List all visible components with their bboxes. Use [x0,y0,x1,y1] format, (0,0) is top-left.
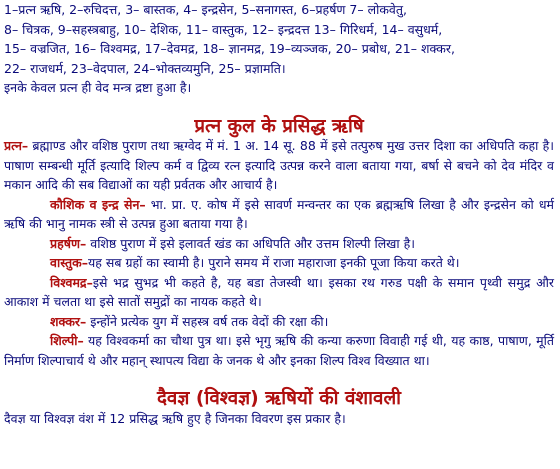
paragraph-pratna [4,136,554,195]
paragraph-vastuk [4,253,554,273]
label-vishwamadra: विश्वमद्र– [50,274,93,290]
label-shakkar: शक्कर– [50,313,87,329]
label-shilpi: शिल्पी– [50,333,84,348]
rishi-list [4,0,554,98]
paragraph-shilpi [4,331,554,370]
document-page [4,0,554,428]
rishi-list-line-4: 22– राजधर्म, 23–वेदपाल, 24–भोक्तव्यमुनि, 25– प्रज्ञामति। [4,60,286,76]
label-pratna: प्रत्न– [4,138,29,153]
text-shakkar: इन्होंने प्रत्येक युग में सहस्त्र वर्ष तक वेदों की रक्षा की। [86,313,329,329]
text-shilpi: यह विश्वकर्मा का चौथा पुत्र था। इसे भृगु ऋषि की कन्या करुणा विवाही गई थी, यह काष्ठ, पाषाण, मूर्ति निर्माण शिल्पाचार्य थे और महान् स्थापत्य विद्या के जनक थे और इनका शिल्प विश्व विख्यात था। [4,333,554,368]
section-heading-daivagya-vanshavali: दैवज्ञ (विश्वज्ञ) ऋषियों की वंशावली [156,388,402,409]
section-heading-pratna-kul: प्रत्न कुल के प्रसिद्ध ऋषि [194,115,364,137]
paragraph-daivagya: दैवज्ञ या विश्वज्ञ वंश में 12 प्रसिद्ध ऋषि हुए है जिनका विवरण इस प्रकार है। [4,410,346,426]
text-vastuk: यह सब ग्रहों का स्वामी है। पुराने समय में राजा महाराजा इनकी पूजा किया करते थे। [88,255,460,270]
mantra-drashta-note: इनके केवल प्रत्न ही वेद मन्त्र द्रष्टा हुआ है। [4,80,192,95]
paragraph-kaushik [4,195,554,234]
text-pratna: ब्रह्माण्ड और वशिष्ठ पुराण तथा ऋग्वेद में मं. 1 अ. 14 सू. 88 में इसे तत्पुरुष मुख उत्तर दिशा का अधिपति कहा है। पाषाण सम्बन्धी मूर्ति इत्यादि शिल्प कर्म व द्विव्य रत्न इत्यादि उत्पन्न करने वाला बताया गया, बर्षा से बचने को देव मंदिर व मकान आदि की सब विद्याओं का यही प्रर्वतक और आचार्य है। [4,138,554,192]
paragraph-vishwamadra [4,273,554,312]
text-praharshan: वशिष्ठ पुराण में इसे इलावर्त खंड का अधिपति और उत्तम शिल्पी लिखा है। [86,235,415,251]
paragraph-praharshan [4,234,554,254]
rishi-list-line-1: 1–प्रत्न ऋषि, 2–रुचिदत्त, 3– बास्तक, 4– इन्द्रसेन, 5–सनागस्त, 6–प्रहर्षण 7– लोकवेतु, [4,2,407,17]
label-kaushik: कौशिक व इन्द्र सेन– [50,196,146,212]
paragraph-shakkar [4,312,554,332]
rishi-list-line-2: 8– चित्रक, 9–सहस्त्रबाहु, 10– देशिक, 11– वास्तुक, 12– इन्द्रदत्त 13– गिरिधर्म, 14– वसुधर्म, [4,21,443,37]
label-praharshan: प्रहर्षण– [50,235,87,251]
text-vishwamadra: इसे भद्र सुभद्र भी कहते है, यह बडा तेजस्वी था। इसका रथ गरुड पक्षी के समान पृथ्वी समुद्र और आकाश में चलता था इसे सातों समुद्रों का नायक कहते थे। [4,274,554,309]
rishi-list-line-3: 15– वज्रजित, 16– विश्वमद्र, 17–देवमद्र, 18– ज्ञानमद्र, 19–व्यञ्जक, 20– प्रबोध, 21– शक्कर, [4,41,455,56]
text-kaushik: भा. प्रा. ए. कोष में इसे सावर्ण मन्वन्तर का एक ब्रह्मऋषि लिखा है और इन्द्रसेन को धर्म ऋषि की भानु नामक स्त्री से उत्पन्न हुआ बताया गया है। [4,196,554,231]
label-vastuk: वास्तुक– [50,255,89,270]
